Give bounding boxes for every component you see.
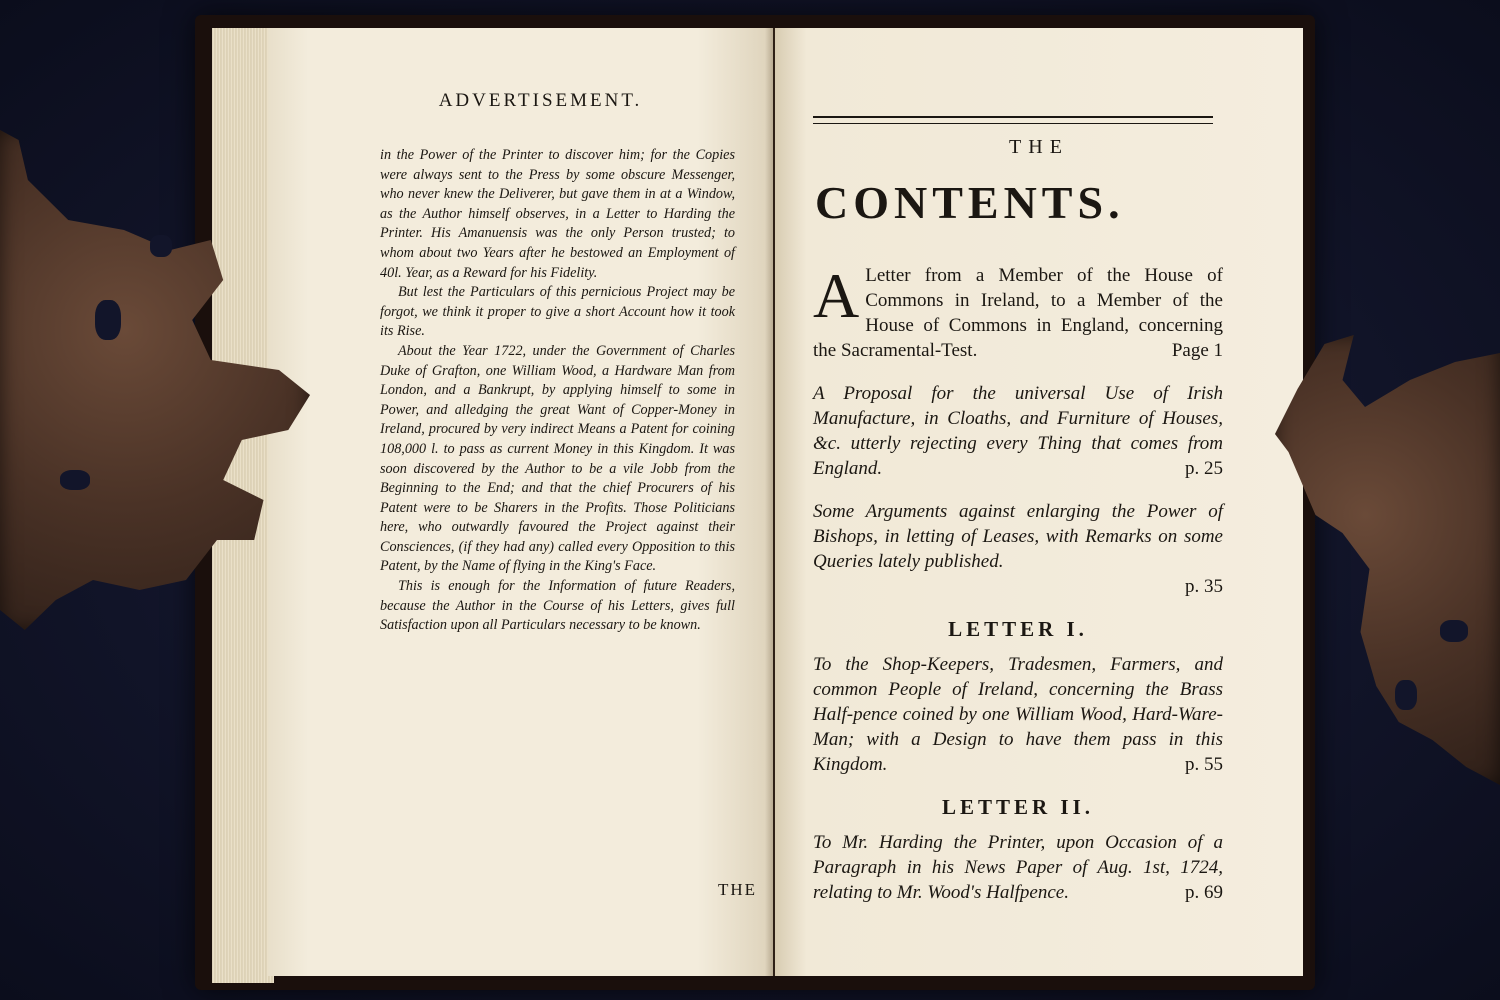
- weight-hole: [1395, 680, 1417, 710]
- contents-list: [813, 260, 1223, 923]
- entry-page: p. 35: [1185, 576, 1223, 597]
- entry-text: Some Arguments against enlarging the Power of Bishops, in letting of Leases, with Remarks on some Queries lately published.: [813, 501, 1223, 572]
- entry-text: A Proposal for the universal Use of Irish Manufacture, in Cloaths, and Furniture of Houses, &c. utterly rejecting every Thing that comes from England.: [813, 383, 1223, 479]
- contents-entry: [813, 381, 1223, 481]
- weight-hole: [95, 300, 121, 340]
- paragraph: in the Power of the Printer to discover him; for the Copies were always sent to the Press by some obscure Messenger, who never knew the Deliverer, but gave them in at a Window, as the Author himself observes, in a Letter to Harding the Printer. His Amanuensis was the only Person trusted; to whom about two Years after he bestowed an Employment of 40l. Year, as a Reward for his Fidelity.: [380, 147, 735, 281]
- contents-entry: [813, 830, 1223, 905]
- weight-hole: [150, 235, 172, 257]
- double-rule: [813, 116, 1213, 124]
- contents-entry: [813, 499, 1223, 599]
- letter-heading: LETTER I.: [948, 617, 1088, 641]
- contents-entry: [813, 652, 1223, 777]
- drop-cap: A: [813, 260, 860, 331]
- entry-page: p. 69: [1185, 882, 1223, 903]
- heading-the: THE: [1009, 136, 1069, 158]
- letter-heading: LETTER II.: [941, 795, 1095, 819]
- entry-text: Letter from a Member of the House of Commons in Ireland, to a Member of the House of Commons in England, concerning the Sacramental-Test.: [813, 265, 1223, 361]
- weight-hole: [60, 470, 90, 490]
- advertisement-body: [380, 146, 735, 636]
- catchword: THE: [718, 880, 758, 899]
- paragraph: About the Year 1722, under the Government of Charles Duke of Grafton, one William Wood, a Hardware Man from London, and a Bankrupt, by applying himself to some in Power, and alledging the great Want of Copper-Money in Ireland, procured by very indirect Means a Patent for coining 108,000 l. to pass as current Money in this Kingdom. It was soon discovered by the Author to be a vile Jobb from the Beginning to the End; and that the chief Procurers of his Patent were to be Sharers in the Profits. Those Politicians here, who outwardly favoured the Project against their Consciences, (if they had any) called every Opposition to this Patent, by the Name of flying in the King's Face.: [380, 342, 735, 575]
- entry-text: To the Shop-Keepers, Tradesmen, Farmers, and common People of Ireland, concerning the Brass Half-pence coined by one William Wood, Hard-Ware-Man; with a Design to have them pass in this Kingdom.: [813, 654, 1223, 775]
- paragraph: This is enough for the Information of future Readers, because the Author in the Course of his Letters, gives full Satisfaction upon all Particulars necessary to be known.: [380, 578, 735, 634]
- left-page: [268, 28, 773, 976]
- contents-title: CONTENTS.: [815, 177, 1125, 228]
- entry-text: To Mr. Harding the Printer, upon Occasion of a Paragraph in his News Paper of Aug. 1st, 1724, relating to Mr. Wood's Halfpence.: [813, 832, 1223, 903]
- entry-page: p. 55: [1185, 754, 1223, 775]
- running-head: ADVERTISEMENT.: [438, 90, 643, 111]
- contents-entry: [813, 260, 1223, 363]
- weight-hole: [1440, 620, 1468, 642]
- entry-page: Page 1: [1171, 340, 1223, 361]
- entry-page: p. 25: [1185, 458, 1223, 479]
- right-page: [775, 28, 1303, 976]
- paragraph: But lest the Particulars of this pernicious Project may be forgot, we think it proper to give a short Account how it took its Rise.: [380, 284, 735, 340]
